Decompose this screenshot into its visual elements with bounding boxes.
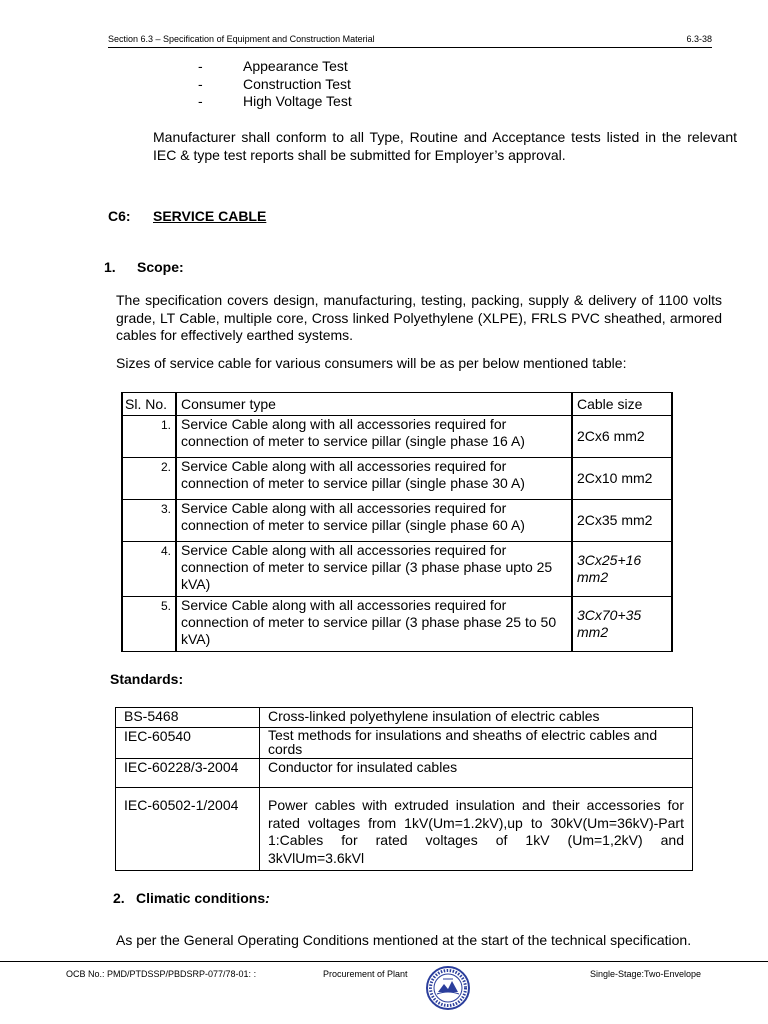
section-heading xyxy=(108,208,267,224)
cable-size-table xyxy=(121,392,673,652)
footer-ocb-number: OCB No.: PMD/PTDSSP/PBDSRP-077/78-01: : xyxy=(66,969,257,979)
section-code: C6: xyxy=(108,208,131,224)
list-item: - Construction Test xyxy=(198,75,351,92)
footer-procurement: Procurement of Plant xyxy=(323,969,408,979)
scope-paragraph: The specification covers design, manufacturing, testing, packing, supply & delivery of 1100 volts grade, LT Cable, multiple core, Cross linked Polyethylene (XLPE), FRLS PVC sheathed, armored cables for effectively earthed systems. xyxy=(116,292,722,343)
footer-divider xyxy=(0,961,768,962)
list-item: - High Voltage Test xyxy=(198,93,352,109)
section-title: SERVICE CABLE xyxy=(153,208,267,224)
header-page-number: 6.3-38 xyxy=(686,34,712,44)
table-row: 2. Service Cable along with all accessories required for connection of meter to service pillar (single phase 30 A) 2Cx10 mm2 xyxy=(122,458,672,500)
scope-heading: 1. Scope: xyxy=(104,259,184,275)
climatic-paragraph: As per the General Operating Conditions mentioned at the start of the technical specification. xyxy=(116,932,692,948)
table-row: BS-5468 Cross-linked polyethylene insulation of electric cables xyxy=(116,708,693,728)
table-row: 4. Service Cable along with all accessories required for connection of meter to service pillar (3 phase phase upto 25 kVA) 3Cx25+16 mm2 xyxy=(122,542,672,597)
table-row: 3. Service Cable along with all accessories required for connection of meter to service pillar (single phase 60 A) 2Cx35 mm2 xyxy=(122,500,672,542)
header-section-title: Section 6.3 – Specification of Equipment and Construction Material xyxy=(108,34,375,44)
table-row: IEC-60540 Test methods for insulations and sheaths of electric cables and cords xyxy=(116,728,693,759)
list-item: - Appearance Test xyxy=(198,58,348,74)
table-row: IEC-60502-1/2004 Power cables with extruded insulation and their accessories for rated voltages from 1kV(Um=1.2kV),up to 30kV(Um=36kV)-Part 1:Cables for rated voltages of 1kV (Um=1,2kV) and 3kVlUm=3.6kVl xyxy=(116,788,693,871)
page-header xyxy=(108,34,712,48)
test-list xyxy=(198,58,352,111)
column-header: Consumer type xyxy=(176,393,572,416)
standards-table xyxy=(115,707,693,871)
tests-paragraph: Manufacturer shall conform to all Type, Routine and Acceptance tests listed in the relevant IEC & type test reports shall be submitted for Employer’s approval. xyxy=(153,129,737,163)
table-row: 5. Service Cable along with all accessories required for connection of meter to service pillar (3 phase phase 25 to 50 kVA) 3Cx70+35 mm2 xyxy=(122,597,672,652)
column-header: Sl. No. xyxy=(122,393,176,416)
table-header-row xyxy=(122,393,672,416)
sizes-sentence: Sizes of service cable for various consumers will be as per below mentioned table: xyxy=(116,355,627,371)
climatic-heading: 2. Climatic conditions: xyxy=(113,890,270,906)
table-row: 1. Service Cable along with all accessories required for connection of meter to service pillar (single phase 16 A) 2Cx6 mm2 xyxy=(122,416,672,458)
footer-envelope: Single-Stage:Two-Envelope xyxy=(590,969,702,979)
table-row: IEC-60228/3-2004 Conductor for insulated cables xyxy=(116,759,693,788)
column-header: Cable size xyxy=(572,393,672,416)
seal-logo-icon xyxy=(425,965,471,1011)
standards-heading: Standards: xyxy=(110,671,184,687)
